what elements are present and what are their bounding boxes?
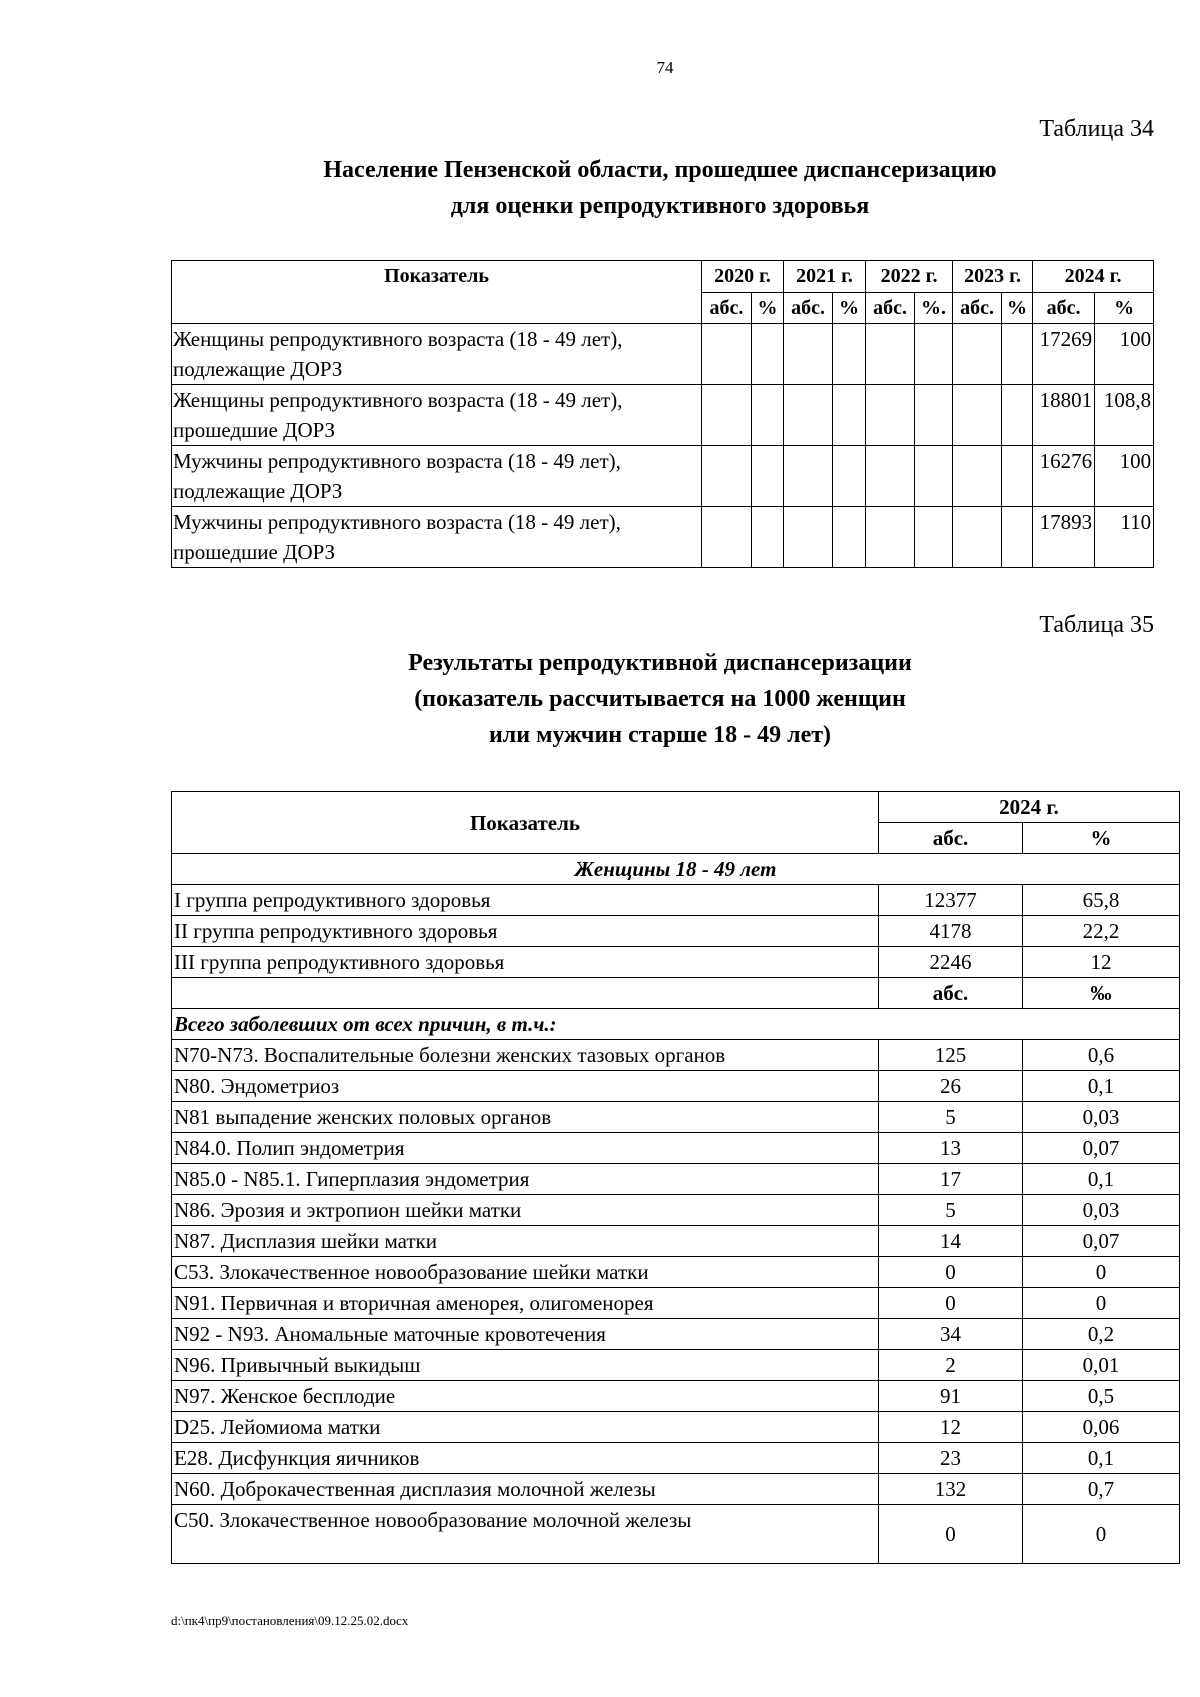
abs-2024: 18801 — [1033, 385, 1095, 446]
pct-2024: 110 — [1095, 507, 1154, 568]
abs-value: 125 — [879, 1040, 1023, 1071]
abs-value: 0 — [879, 1257, 1023, 1288]
table-row — [172, 446, 1154, 507]
table-row — [172, 947, 1180, 978]
row-label: Женщины репродуктивного возраста (18 - 49 лет), прошедшие ДОРЗ — [172, 385, 702, 446]
rate-value: 0 — [1023, 1505, 1180, 1564]
table-row — [172, 885, 1180, 916]
rate-value: 0,1 — [1023, 1443, 1180, 1474]
abs-value: 12 — [879, 1412, 1023, 1443]
abs-value: 14 — [879, 1226, 1023, 1257]
header-year: 2022 г. — [866, 261, 953, 293]
row-label: N85.0 - N85.1. Гиперплазия эндометрия — [172, 1164, 879, 1195]
subheader: абс. — [866, 293, 915, 324]
table-row — [172, 324, 1154, 385]
title-line: Население Пензенской области, прошедшее диспансеризацию — [323, 157, 997, 183]
row-label: Мужчины репродуктивного возраста (18 - 49 лет), подлежащие ДОРЗ — [172, 446, 702, 507]
subheader: абс. — [702, 293, 752, 324]
header-year: 2021 г. — [784, 261, 866, 293]
subheader-abs: абс. — [879, 978, 1023, 1009]
empty-cell — [172, 978, 879, 1009]
abs-value: 23 — [879, 1443, 1023, 1474]
table-row — [172, 1102, 1180, 1133]
table-row — [172, 1474, 1180, 1505]
title-line: Результаты репродуктивной диспансеризации — [408, 650, 912, 676]
abs-value: 91 — [879, 1381, 1023, 1412]
subheader: абс. — [1033, 293, 1095, 324]
abs-value: 13 — [879, 1133, 1023, 1164]
row-label: C50. Злокачественное новообразование молочной железы — [172, 1505, 879, 1564]
abs-value: 0 — [879, 1288, 1023, 1319]
rate-value: 0,07 — [1023, 1133, 1180, 1164]
table-34-title — [0, 152, 1200, 224]
rate-value: 0,6 — [1023, 1040, 1180, 1071]
abs-value: 2 — [879, 1350, 1023, 1381]
rate-value: 0 — [1023, 1257, 1180, 1288]
table-35 — [171, 791, 1180, 1564]
header-year: 2020 г. — [702, 261, 784, 293]
total-diseases-label: Всего заболевших от всех причин, в т.ч.: — [172, 1009, 1180, 1040]
header-indicator: Показатель — [172, 261, 702, 324]
abs-value: 4178 — [879, 916, 1023, 947]
rate-value: 12 — [1023, 947, 1180, 978]
table-row — [172, 1133, 1180, 1164]
rate-value: 0,07 — [1023, 1226, 1180, 1257]
abs-value: 17 — [879, 1164, 1023, 1195]
rate-value: 0,7 — [1023, 1474, 1180, 1505]
header-year: 2024 г. — [1033, 261, 1154, 293]
table-row — [172, 916, 1180, 947]
table-row — [172, 1164, 1180, 1195]
rate-value: 0,03 — [1023, 1195, 1180, 1226]
row-label: N80. Эндометриоз — [172, 1071, 879, 1102]
subheader: абс. — [953, 293, 1002, 324]
row-label: I группа репродуктивного здоровья — [172, 885, 879, 916]
table-row — [172, 507, 1154, 568]
table-row — [172, 1040, 1180, 1071]
row-label: N87. Дисплазия шейки матки — [172, 1226, 879, 1257]
header-abs: абс. — [879, 823, 1023, 854]
rate-value: 0,06 — [1023, 1412, 1180, 1443]
row-label: N96. Привычный выкидыш — [172, 1350, 879, 1381]
header-indicator: Показатель — [172, 792, 879, 854]
abs-value: 26 — [879, 1071, 1023, 1102]
table-row — [172, 1195, 1180, 1226]
subheader: % — [1002, 293, 1033, 324]
table-row — [172, 1505, 1180, 1564]
abs-value: 2246 — [879, 947, 1023, 978]
rate-value: 0,5 — [1023, 1381, 1180, 1412]
table-35-label: Таблица 35 — [1039, 612, 1154, 638]
header-year: 2024 г. — [879, 792, 1180, 823]
row-label: II группа репродуктивного здоровья — [172, 916, 879, 947]
row-label: N91. Первичная и вторичная аменорея, олигоменорея — [172, 1288, 879, 1319]
pct-2024: 100 — [1095, 446, 1154, 507]
file-path-footer: d:\пк4\пр9\постановления\09.12.25.02.docx — [171, 1613, 409, 1628]
table-34-label: Таблица 34 — [1039, 116, 1154, 142]
abs-value: 0 — [879, 1505, 1023, 1564]
row-label: Женщины репродуктивного возраста (18 - 49 лет), подлежащие ДОРЗ — [172, 324, 702, 385]
row-label: N70-N73. Воспалительные болезни женских тазовых органов — [172, 1040, 879, 1071]
table-row — [172, 1443, 1180, 1474]
table-row — [172, 1257, 1180, 1288]
page-number: 74 — [656, 58, 674, 77]
row-label: III группа репродуктивного здоровья — [172, 947, 879, 978]
row-label: N97. Женское бесплодие — [172, 1381, 879, 1412]
abs-2024: 17893 — [1033, 507, 1095, 568]
subheader: % — [1095, 293, 1154, 324]
abs-value: 5 — [879, 1195, 1023, 1226]
header-pct: % — [1023, 823, 1180, 854]
row-label: N60. Доброкачественная дисплазия молочной железы — [172, 1474, 879, 1505]
table-row — [172, 1071, 1180, 1102]
table-row — [172, 1412, 1180, 1443]
header-year: 2023 г. — [953, 261, 1033, 293]
rate-value: 0,03 — [1023, 1102, 1180, 1133]
title-line: или мужчин старше 18 - 49 лет) — [488, 722, 832, 748]
rate-value: 0,1 — [1023, 1071, 1180, 1102]
rate-value: 22,2 — [1023, 916, 1180, 947]
table-row — [172, 1226, 1180, 1257]
rate-value: 0,1 — [1023, 1164, 1180, 1195]
table-row — [172, 385, 1154, 446]
table-row — [172, 1350, 1180, 1381]
subheader: % — [833, 293, 866, 324]
abs-value: 12377 — [879, 885, 1023, 916]
row-label: N84.0. Полип эндометрия — [172, 1133, 879, 1164]
table-row — [172, 1319, 1180, 1350]
title-line: для оценки репродуктивного здоровья — [450, 193, 870, 219]
title-line: (показатель рассчитывается на 1000 женщин — [414, 686, 906, 712]
table-35-title — [0, 645, 1200, 753]
row-label: N92 - N93. Аномальные маточные кровотечения — [172, 1319, 879, 1350]
row-label: Мужчины репродуктивного возраста (18 - 49 лет), прошедшие ДОРЗ — [172, 507, 702, 568]
rate-value: 0,01 — [1023, 1350, 1180, 1381]
row-label: D25. Лейомиома матки — [172, 1412, 879, 1443]
section-women: Женщины 18 - 49 лет — [172, 854, 1180, 885]
row-label: N81 выпадение женских половых органов — [172, 1102, 879, 1133]
row-label: C53. Злокачественное новообразование шейки матки — [172, 1257, 879, 1288]
table-34 — [171, 260, 1154, 568]
subheader: %. — [915, 293, 953, 324]
abs-value: 132 — [879, 1474, 1023, 1505]
subheader: % — [752, 293, 784, 324]
rate-value: 0,2 — [1023, 1319, 1180, 1350]
table-row — [172, 1381, 1180, 1412]
rate-value: 65,8 — [1023, 885, 1180, 916]
table-row — [172, 1288, 1180, 1319]
pct-2024: 100 — [1095, 324, 1154, 385]
abs-2024: 17269 — [1033, 324, 1095, 385]
abs-value: 5 — [879, 1102, 1023, 1133]
subheader: абс. — [784, 293, 833, 324]
rate-value: 0 — [1023, 1288, 1180, 1319]
row-label: N86. Эрозия и эктропион шейки матки — [172, 1195, 879, 1226]
subheader-permille: ‰ — [1023, 978, 1180, 1009]
abs-2024: 16276 — [1033, 446, 1095, 507]
abs-value: 34 — [879, 1319, 1023, 1350]
pct-2024: 108,8 — [1095, 385, 1154, 446]
row-label: E28. Дисфункция яичников — [172, 1443, 879, 1474]
